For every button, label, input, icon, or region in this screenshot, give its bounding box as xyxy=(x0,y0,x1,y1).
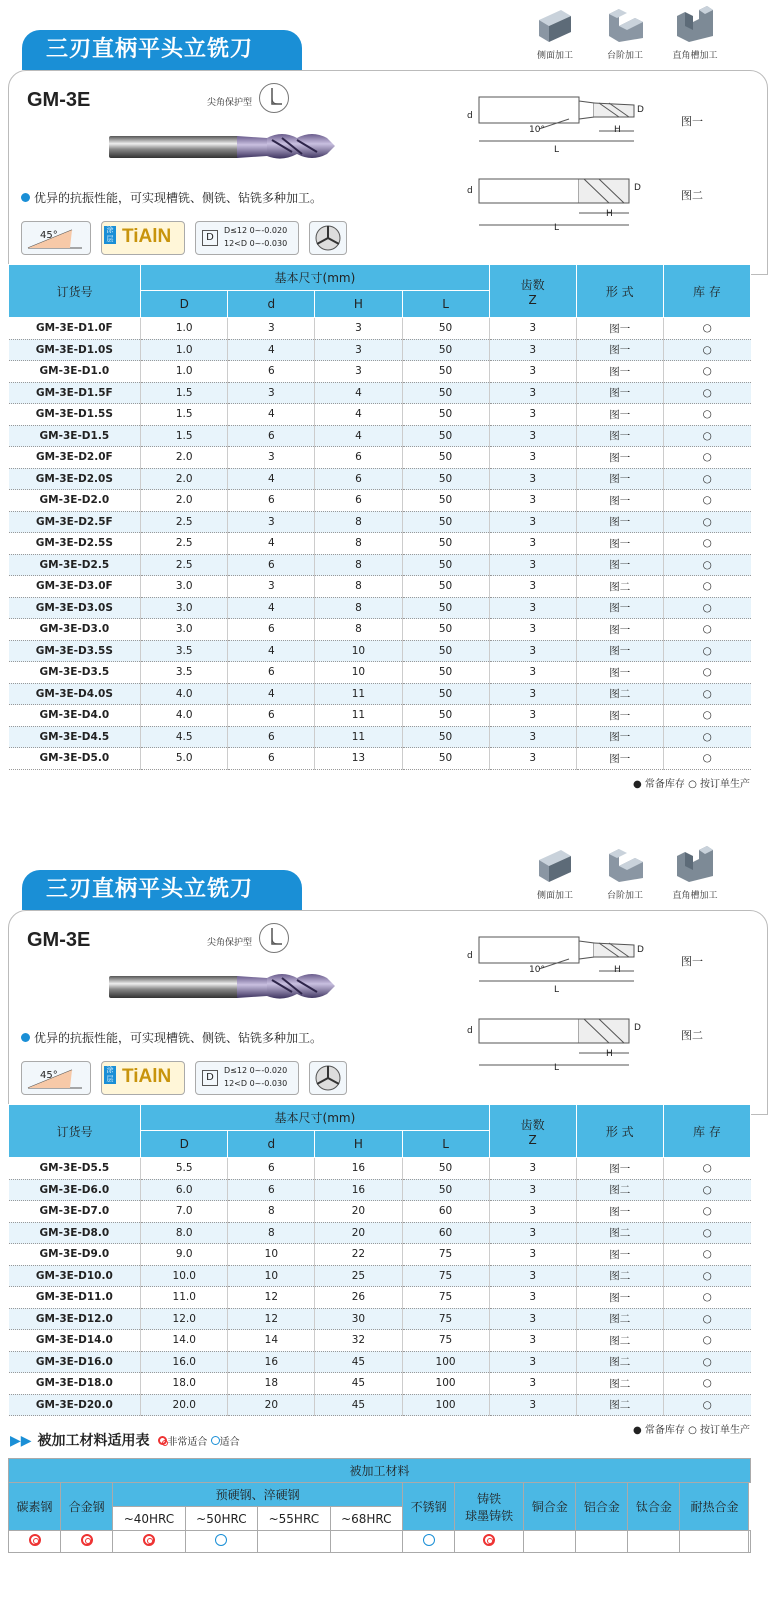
material-cell xyxy=(61,1531,113,1553)
fig2-label: 图二 xyxy=(681,189,703,202)
stock-legend: ● 常备库存 ○ 按订单生产 xyxy=(633,778,750,790)
section-title: 三刃直柄平头立铣刀 xyxy=(22,870,302,910)
material-cell xyxy=(576,1531,628,1553)
suitable-icon xyxy=(423,1534,435,1546)
machining-op-icon xyxy=(535,846,575,884)
machining-op-icon xyxy=(675,846,715,884)
table-row: GM-3E-D4.0 4.0 6 11 50 3 图一 ○ xyxy=(9,705,751,727)
table-row: GM-3E-D6.0 6.0 6 16 50 3 图二 ○ xyxy=(9,1179,751,1201)
fig1-label: 图一 xyxy=(681,115,703,128)
end-mill-image xyxy=(107,966,342,1006)
table-row: GM-3E-D12.0 12.0 12 30 75 3 图二 ○ xyxy=(9,1308,751,1330)
table-row: GM-3E-D1.0 1.0 6 3 50 3 图一 ○ xyxy=(9,361,751,383)
table-row: GM-3E-D2.0 2.0 6 6 50 3 图一 ○ xyxy=(9,490,751,512)
play-arrow-icon: ▶▶ xyxy=(10,1433,32,1449)
three-flute-badge xyxy=(309,1061,347,1095)
tip-detail-icon xyxy=(259,923,289,953)
very-suitable-icon xyxy=(483,1534,495,1546)
catalog-section-2 xyxy=(0,840,776,1436)
model-name: GM-3E xyxy=(27,929,91,951)
feature-text: 优异的抗振性能，可实现槽铣、侧铣、钻铣多种加工。 xyxy=(21,189,322,206)
very-suitable-icon xyxy=(81,1534,93,1546)
material-cell xyxy=(628,1531,680,1553)
tolerance-badge: D D≤12 0~-0.020 12<D 0~-0.030 xyxy=(195,1061,299,1095)
material-cell xyxy=(680,1531,749,1553)
coating-badge: 涂层 TiAlN xyxy=(101,1061,185,1095)
table-row: GM-3E-D3.0S 3.0 4 8 50 3 图一 ○ xyxy=(9,597,751,619)
tip-protection-label: 尖角保护型 xyxy=(207,938,253,948)
table-row: GM-3E-D11.0 11.0 12 26 75 3 图一 ○ xyxy=(9,1287,751,1309)
table-row: GM-3E-D16.0 16.0 16 45 100 3 图二 ○ xyxy=(9,1351,751,1373)
table-row: GM-3E-D4.0S 4.0 4 11 50 3 图二 ○ xyxy=(9,683,751,705)
table-row: GM-3E-D2.0S 2.0 4 6 50 3 图一 ○ xyxy=(9,468,751,490)
three-flute-icon xyxy=(310,1062,346,1094)
material-cell xyxy=(9,1531,61,1553)
suitable-icon xyxy=(215,1534,227,1546)
product-panel: GM-3E 尖角保护型 优异的抗振性能，可实现槽铣、侧铣、钻铣多种加工。 45° 涂层 TiAlN D D≤12 0~-0.020 12<D 0~-0.030 d D 10° H L d D H L 图一 图二 xyxy=(8,70,768,275)
material-cell xyxy=(524,1531,576,1553)
material-cell xyxy=(258,1531,330,1553)
model-name: GM-3E xyxy=(27,89,91,111)
table-row: GM-3E-D9.0 9.0 10 22 75 3 图一 ○ xyxy=(9,1244,751,1266)
tip-detail-icon xyxy=(259,83,289,113)
suitable-icon xyxy=(211,1436,220,1445)
machining-op-icon xyxy=(535,6,575,44)
table-row: GM-3E-D14.0 14.0 14 32 75 3 图二 ○ xyxy=(9,1330,751,1352)
op-0: 侧面加工 xyxy=(520,846,590,901)
table-row: GM-3E-D2.5F 2.5 3 8 50 3 图一 ○ xyxy=(9,511,751,533)
helix-angle-badge: 45° xyxy=(21,221,91,255)
fig1-label: 图一 xyxy=(681,955,703,968)
material-cell xyxy=(185,1531,257,1553)
material-cell xyxy=(330,1531,402,1553)
operation-icons xyxy=(520,846,750,906)
table-row: GM-3E-D1.0F 1.0 3 3 50 3 图一 ○ xyxy=(9,318,751,340)
table-row: GM-3E-D2.5 2.5 6 8 50 3 图一 ○ xyxy=(9,554,751,576)
machining-op-icon xyxy=(605,846,645,884)
material-table: 被加工材料 碳素钢 合金钢 预硬钢、淬硬钢 不锈钢 铸铁 球墨铸铁 铜合金 铝合金 钛合金 耐热合金 ~40HRC ~50HRC ~55HRC ~68HRC xyxy=(8,1458,751,1553)
table-row: GM-3E-D1.5 1.5 6 4 50 3 图一 ○ xyxy=(9,425,751,447)
spec-table: 订货号 基本尺寸(mm) 齿数 Z 形 式 库 存 D d H L GM-3E-D5.5 5.5 6 16 50 3 图一 ○ GM-3E-D6.0 6.0 6 16 50 3 图二 ○ GM-3E-D7.0 7.0 8 20 60 3 图一 ○ GM-3E-D8.0 8.0 8 20 60 3 图二 ○ GM-3E-D9.0 9.0 10 22 75 3 图一 ○ GM-3E-D10.0 10.0 10 25 75 3 图二 ○ GM-3E-D11.0 11.0 12 26 75 3 图一 ○ GM-3E-D12.0 12.0 12 30 75 3 图二 ○ GM-3E-D14.0 14.0 14 32 75 3 图二 ○ GM-3E-D16.0 16.0 16 45 100 3 图二 ○ GM-3E-D18.0 18.0 18 45 100 3 图二 ○ GM-3E-D20.0 20.0 20 45 100 3 图二 ○ xyxy=(8,1104,751,1416)
feature-text: 优异的抗振性能，可实现槽铣、侧铣、钻铣多种加工。 xyxy=(21,1029,322,1046)
product-panel: GM-3E 尖角保护型 优异的抗振性能，可实现槽铣、侧铣、钻铣多种加工。 45° 涂层 TiAlN D D≤12 0~-0.020 12<D 0~-0.030 d D 10° H L d D H L 图一 图二 xyxy=(8,910,768,1115)
stock-legend: ● 常备库存 ○ 按订单生产 xyxy=(633,1425,750,1436)
dimension-diagram xyxy=(449,89,669,239)
op-2: 直角槽加工 xyxy=(660,846,730,901)
table-row: GM-3E-D2.0F 2.0 3 6 50 3 图一 ○ xyxy=(9,447,751,469)
table-row: GM-3E-D4.5 4.5 6 11 50 3 图一 ○ xyxy=(9,726,751,748)
helix-angle-badge: 45° xyxy=(21,1061,91,1095)
table-row: GM-3E-D7.0 7.0 8 20 60 3 图一 ○ xyxy=(9,1201,751,1223)
coating-badge: 涂层 TiAlN xyxy=(101,221,185,255)
table-row: GM-3E-D8.0 8.0 8 20 60 3 图二 ○ xyxy=(9,1222,751,1244)
material-cell xyxy=(455,1531,524,1553)
table-row: GM-3E-D2.5S 2.5 4 8 50 3 图一 ○ xyxy=(9,533,751,555)
table-row: GM-3E-D1.5S 1.5 4 4 50 3 图一 ○ xyxy=(9,404,751,426)
very-suitable-icon xyxy=(29,1534,41,1546)
table-row: GM-3E-D3.5 3.5 6 10 50 3 图一 ○ xyxy=(9,662,751,684)
op-0: 侧面加工 xyxy=(520,6,590,61)
machining-op-icon xyxy=(605,6,645,44)
three-flute-badge xyxy=(309,221,347,255)
table-row: GM-3E-D18.0 18.0 18 45 100 3 图二 ○ xyxy=(9,1373,751,1395)
section-title: 三刃直柄平头立铣刀 xyxy=(22,30,302,70)
bullet-icon xyxy=(21,1033,30,1042)
table-row: GM-3E-D20.0 20.0 20 45 100 3 图二 ○ xyxy=(9,1394,751,1416)
fig2-label: 图二 xyxy=(681,1029,703,1042)
material-header-top: 被加工材料 xyxy=(9,1459,751,1483)
machining-op-icon xyxy=(675,6,715,44)
material-cell xyxy=(113,1531,185,1553)
tip-protection-label: 尖角保护型 xyxy=(207,98,253,108)
table-row: GM-3E-D5.0 5.0 6 13 50 3 图一 ○ xyxy=(9,748,751,770)
table-row: GM-3E-D3.5S 3.5 4 10 50 3 图一 ○ xyxy=(9,640,751,662)
operation-icons xyxy=(520,6,750,66)
three-flute-icon xyxy=(310,222,346,254)
op-2: 直角槽加工 xyxy=(660,6,730,61)
op-1: 台阶加工 xyxy=(590,6,660,61)
material-cell xyxy=(403,1531,455,1553)
table-row: GM-3E-D5.5 5.5 6 16 50 3 图一 ○ xyxy=(9,1158,751,1180)
dimension-diagram xyxy=(449,929,669,1079)
material-table-title: ▶▶ 被加工材料适用表 非常适合 适合 xyxy=(10,1433,240,1449)
material-cell xyxy=(749,1531,751,1553)
very-suitable-icon xyxy=(143,1534,155,1546)
table-row: GM-3E-D10.0 10.0 10 25 75 3 图二 ○ xyxy=(9,1265,751,1287)
bullet-icon xyxy=(21,193,30,202)
table-row: GM-3E-D1.0S 1.0 4 3 50 3 图一 ○ xyxy=(9,339,751,361)
very-suitable-icon xyxy=(158,1436,167,1445)
tolerance-badge: D D≤12 0~-0.020 12<D 0~-0.030 xyxy=(195,221,299,255)
op-1: 台阶加工 xyxy=(590,846,660,901)
table-row: GM-3E-D3.0 3.0 6 8 50 3 图一 ○ xyxy=(9,619,751,641)
end-mill-image xyxy=(107,126,342,166)
table-row: GM-3E-D1.5F 1.5 3 4 50 3 图一 ○ xyxy=(9,382,751,404)
table-row: GM-3E-D3.0F 3.0 3 8 50 3 图二 ○ xyxy=(9,576,751,598)
spec-table: 订货号 基本尺寸(mm) 齿数 Z 形 式 库 存 D d H L GM-3E-D1.0F 1.0 3 3 50 3 图一 ○ GM-3E-D1.0S 1.0 4 3 50 3 图一 ○ GM-3E-D1.0 1.0 6 3 50 3 图一 ○ GM-3E-D1.5F 1.5 3 4 50 3 图一 ○ GM-3E-D1.5S 1.5 4 4 50 3 图一 ○ GM-3E-D1.5 1.5 6 4 50 3 图一 ○ GM-3E-D2.0F 2.0 3 6 50 3 图一 ○ GM-3E-D2.0S 2.0 4 6 50 3 图一 ○ GM-3E-D2.0 2.0 6 6 50 3 图一 ○ GM-3E-D2.5F 2.5 3 8 50 3 图一 ○ GM-3E-D2.5S 2.5 4 8 50 3 图一 ○ GM-3E-D2.5 2.5 6 8 50 3 图一 ○ GM-3E-D3.0F 3.0 3 8 50 3 图二 ○ GM-3E-D3.0S 3.0 4 8 50 3 图一 ○ GM-3E-D3.0 3.0 6 8 50 3 图一 ○ GM-3E-D3.5S 3.5 4 10 50 3 图一 ○ GM-3E-D3.5 3.5 6 10 50 3 图一 ○ GM-3E-D4.0S 4.0 4 11 50 3 图二 ○ GM-3E-D4.0 4.0 6 11 50 3 图一 ○ GM-3E-D4.5 4.5 6 11 50 3 图一 ○ GM-3E-D5.0 5.0 6 13 50 3 图一 ○ xyxy=(8,264,751,770)
